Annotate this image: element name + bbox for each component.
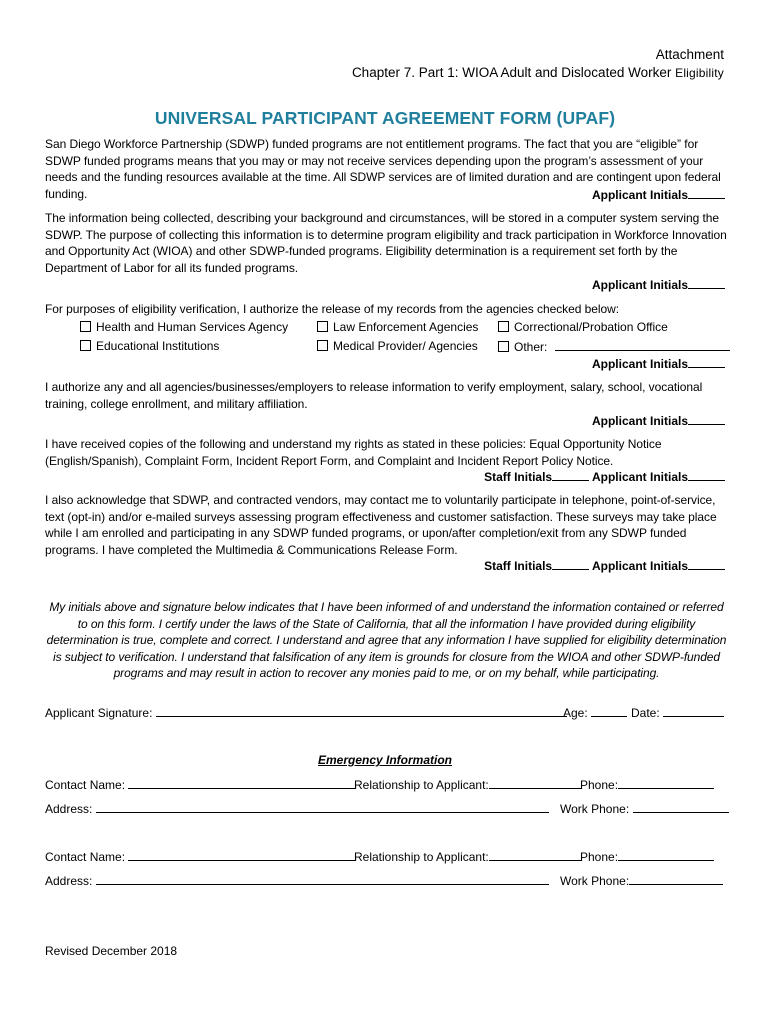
checkbox-label: Medical Provider/ Agencies — [333, 339, 478, 353]
revision-note: Revised December 2018 — [45, 944, 178, 958]
checkbox-other[interactable] — [498, 339, 730, 354]
paragraph-entitlement: San Diego Workforce Partnership (SDWP) funded programs are not entitlement programs. The fact that you are “eligible” for SDWP funded programs means that you may or may not receive services depending upon the program’s assessment of your needs and the funding resources available at the time. All SDWP services are of limited duration and are contingent upon federal funding. — [45, 137, 721, 201]
work-phone-2-field[interactable] — [560, 873, 723, 888]
relationship-line[interactable] — [489, 849, 582, 861]
age-line[interactable] — [591, 705, 627, 717]
checkbox-label: Correctional/Probation Office — [514, 320, 668, 334]
checkbox-icon[interactable] — [317, 340, 328, 351]
contact-name-1-field[interactable] — [45, 777, 356, 792]
signature-line[interactable] — [156, 705, 567, 717]
checkbox-icon[interactable] — [498, 321, 509, 332]
form-title: UNIVERSAL PARTICIPANT AGREEMENT FORM (UPAF) — [154, 108, 616, 128]
staff-initials-line[interactable] — [552, 558, 589, 570]
applicant-initials-2[interactable] — [592, 277, 725, 292]
work-phone-label: Work Phone: — [560, 874, 630, 888]
checkbox-correctional-probation[interactable] — [498, 320, 668, 334]
checkbox-icon[interactable] — [317, 321, 328, 332]
checkbox-label: Other: — [514, 340, 548, 354]
applicant-initials-label: Applicant Initials — [591, 470, 688, 484]
paragraph-data-collection: The information being collected, describing your background and circumstances, will be stored in a computer system serving the SDWP. The purpose of collecting this information is to determine program eligibility and track participation in Workforce Innovation and Opportunity Act (WIOA) and other SDWP-funded programs. Eligibility determination is a requirement set forth by the Department of Labor for all its funded programs. — [45, 211, 727, 275]
paragraph-authorize-verification: I authorize any and all agencies/businesses/employers to release information to verify employment, salary, school, vocational training, college enrollment, and military affiliation. — [45, 380, 703, 411]
contact-name-line[interactable] — [128, 849, 356, 861]
paragraph-policy-copies: I have received copies of the following and understand my rights as stated in these policies: Equal Opportunity Notice (English/Spanish), Complaint Form, Incident Report Form, and Complaint and Incident Report Policy Notice. — [45, 437, 662, 468]
checkbox-medical-provider[interactable] — [317, 339, 478, 353]
work-phone-line[interactable] — [633, 801, 729, 813]
staff-initials-label: Staff Initials — [484, 559, 553, 573]
phone-label: Phone: — [580, 778, 619, 792]
staff-initials-label: Staff Initials — [484, 470, 553, 484]
signature-label: Applicant Signature: — [45, 706, 153, 720]
contact-name-label: Contact Name: — [45, 778, 126, 792]
address-1-field[interactable] — [45, 801, 549, 816]
initials-line[interactable] — [688, 413, 725, 425]
checkbox-icon[interactable] — [498, 341, 509, 352]
contact-name-line[interactable] — [128, 777, 356, 789]
phone-1-field[interactable] — [580, 777, 714, 792]
relationship-line[interactable] — [489, 777, 582, 789]
age-field[interactable] — [563, 705, 627, 720]
initials-line[interactable] — [688, 187, 725, 199]
checkbox-icon[interactable] — [80, 321, 91, 332]
initials-line[interactable] — [688, 277, 725, 289]
work-phone-label: Work Phone: — [560, 802, 630, 816]
applicant-signature-field[interactable] — [45, 705, 567, 720]
work-phone-1-field[interactable] — [560, 801, 729, 816]
checkbox-icon[interactable] — [80, 340, 91, 351]
applicant-initials-label: Applicant Initials — [591, 414, 688, 428]
address-2-field[interactable] — [45, 873, 549, 888]
address-line[interactable] — [96, 801, 549, 813]
address-line[interactable] — [96, 873, 549, 885]
date-field[interactable] — [631, 705, 724, 720]
applicant-initials-label: Applicant Initials — [591, 559, 688, 573]
checkbox-law-enforcement[interactable] — [317, 320, 478, 334]
phone-line[interactable] — [618, 849, 714, 861]
age-label: Age: — [563, 706, 588, 720]
applicant-initials-label: Applicant Initials — [591, 357, 688, 371]
applicant-initials-label: Applicant Initials — [591, 188, 688, 202]
contact-name-2-field[interactable] — [45, 849, 356, 864]
chapter-text: Chapter 7. Part 1: WIOA Adult and Dislocated Worker — [351, 65, 672, 80]
relationship-2-field[interactable] — [354, 849, 582, 864]
paragraph-surveys: I also acknowledge that SDWP, and contracted vendors, may contact me to voluntarily participate in telephone, point-of-service, text (opt-in) and/or e-mailed surveys assessing program effectiveness and customer satisfaction. These surveys may take place while I am enrolled and participating in any SDWP funded programs, or upon/after completion/exit from any SDWP funded programs. I have completed the Multimedia & Communications Release Form. — [45, 493, 717, 557]
work-phone-line[interactable] — [629, 873, 723, 885]
phone-label: Phone: — [580, 850, 619, 864]
phone-2-field[interactable] — [580, 849, 714, 864]
paragraph-release-records: For purposes of eligibility verification, I authorize the release of my records from the agencies checked below: — [45, 302, 620, 316]
eligibility-text: Eligibility — [675, 66, 724, 80]
initials-line[interactable] — [688, 469, 725, 481]
address-label: Address: — [45, 874, 93, 888]
emergency-heading: Emergency Information — [317, 753, 453, 767]
checkbox-educational-institutions[interactable] — [80, 339, 219, 353]
initials-line[interactable] — [688, 558, 725, 570]
checkbox-health-human-services[interactable] — [80, 320, 288, 334]
applicant-initials-4[interactable] — [592, 413, 725, 428]
certification-statement: My initials above and signature below indicates that I have been informed of and understand the information contained or referred to on this form. I certify under the laws of the State of California, that all the information I have provided during eligibility determination is true, complete and correct. I understand and agree that any information I have supplied for eligibility determination is subject to verification. I understand that falsification of any item is grounds for closure from the WIOA and other SDWP-funded programs and may result in action to recover any monies paid to me, or on my behalf, while participating. — [46, 600, 727, 681]
initials-line[interactable] — [688, 356, 725, 368]
applicant-initials-1[interactable] — [592, 187, 725, 202]
contact-name-label: Contact Name: — [45, 850, 126, 864]
relationship-1-field[interactable] — [354, 777, 582, 792]
staff-initials-line[interactable] — [552, 469, 589, 481]
date-line[interactable] — [663, 705, 724, 717]
chapter-label — [352, 65, 724, 80]
relationship-label: Relationship to Applicant: — [354, 778, 489, 792]
relationship-label: Relationship to Applicant: — [354, 850, 489, 864]
other-agency-line[interactable] — [555, 339, 730, 351]
applicant-initials-3[interactable] — [592, 356, 725, 371]
attachment-label: Attachment — [655, 47, 724, 62]
staff-applicant-initials-6[interactable] — [484, 558, 725, 573]
staff-applicant-initials-5[interactable] — [484, 469, 725, 484]
applicant-initials-label: Applicant Initials — [591, 278, 688, 292]
checkbox-label: Educational Institutions — [96, 339, 220, 353]
checkbox-label: Law Enforcement Agencies — [333, 320, 479, 334]
phone-line[interactable] — [618, 777, 714, 789]
checkbox-label: Health and Human Services Agency — [96, 320, 289, 334]
address-label: Address: — [45, 802, 93, 816]
date-label: Date: — [631, 706, 660, 720]
